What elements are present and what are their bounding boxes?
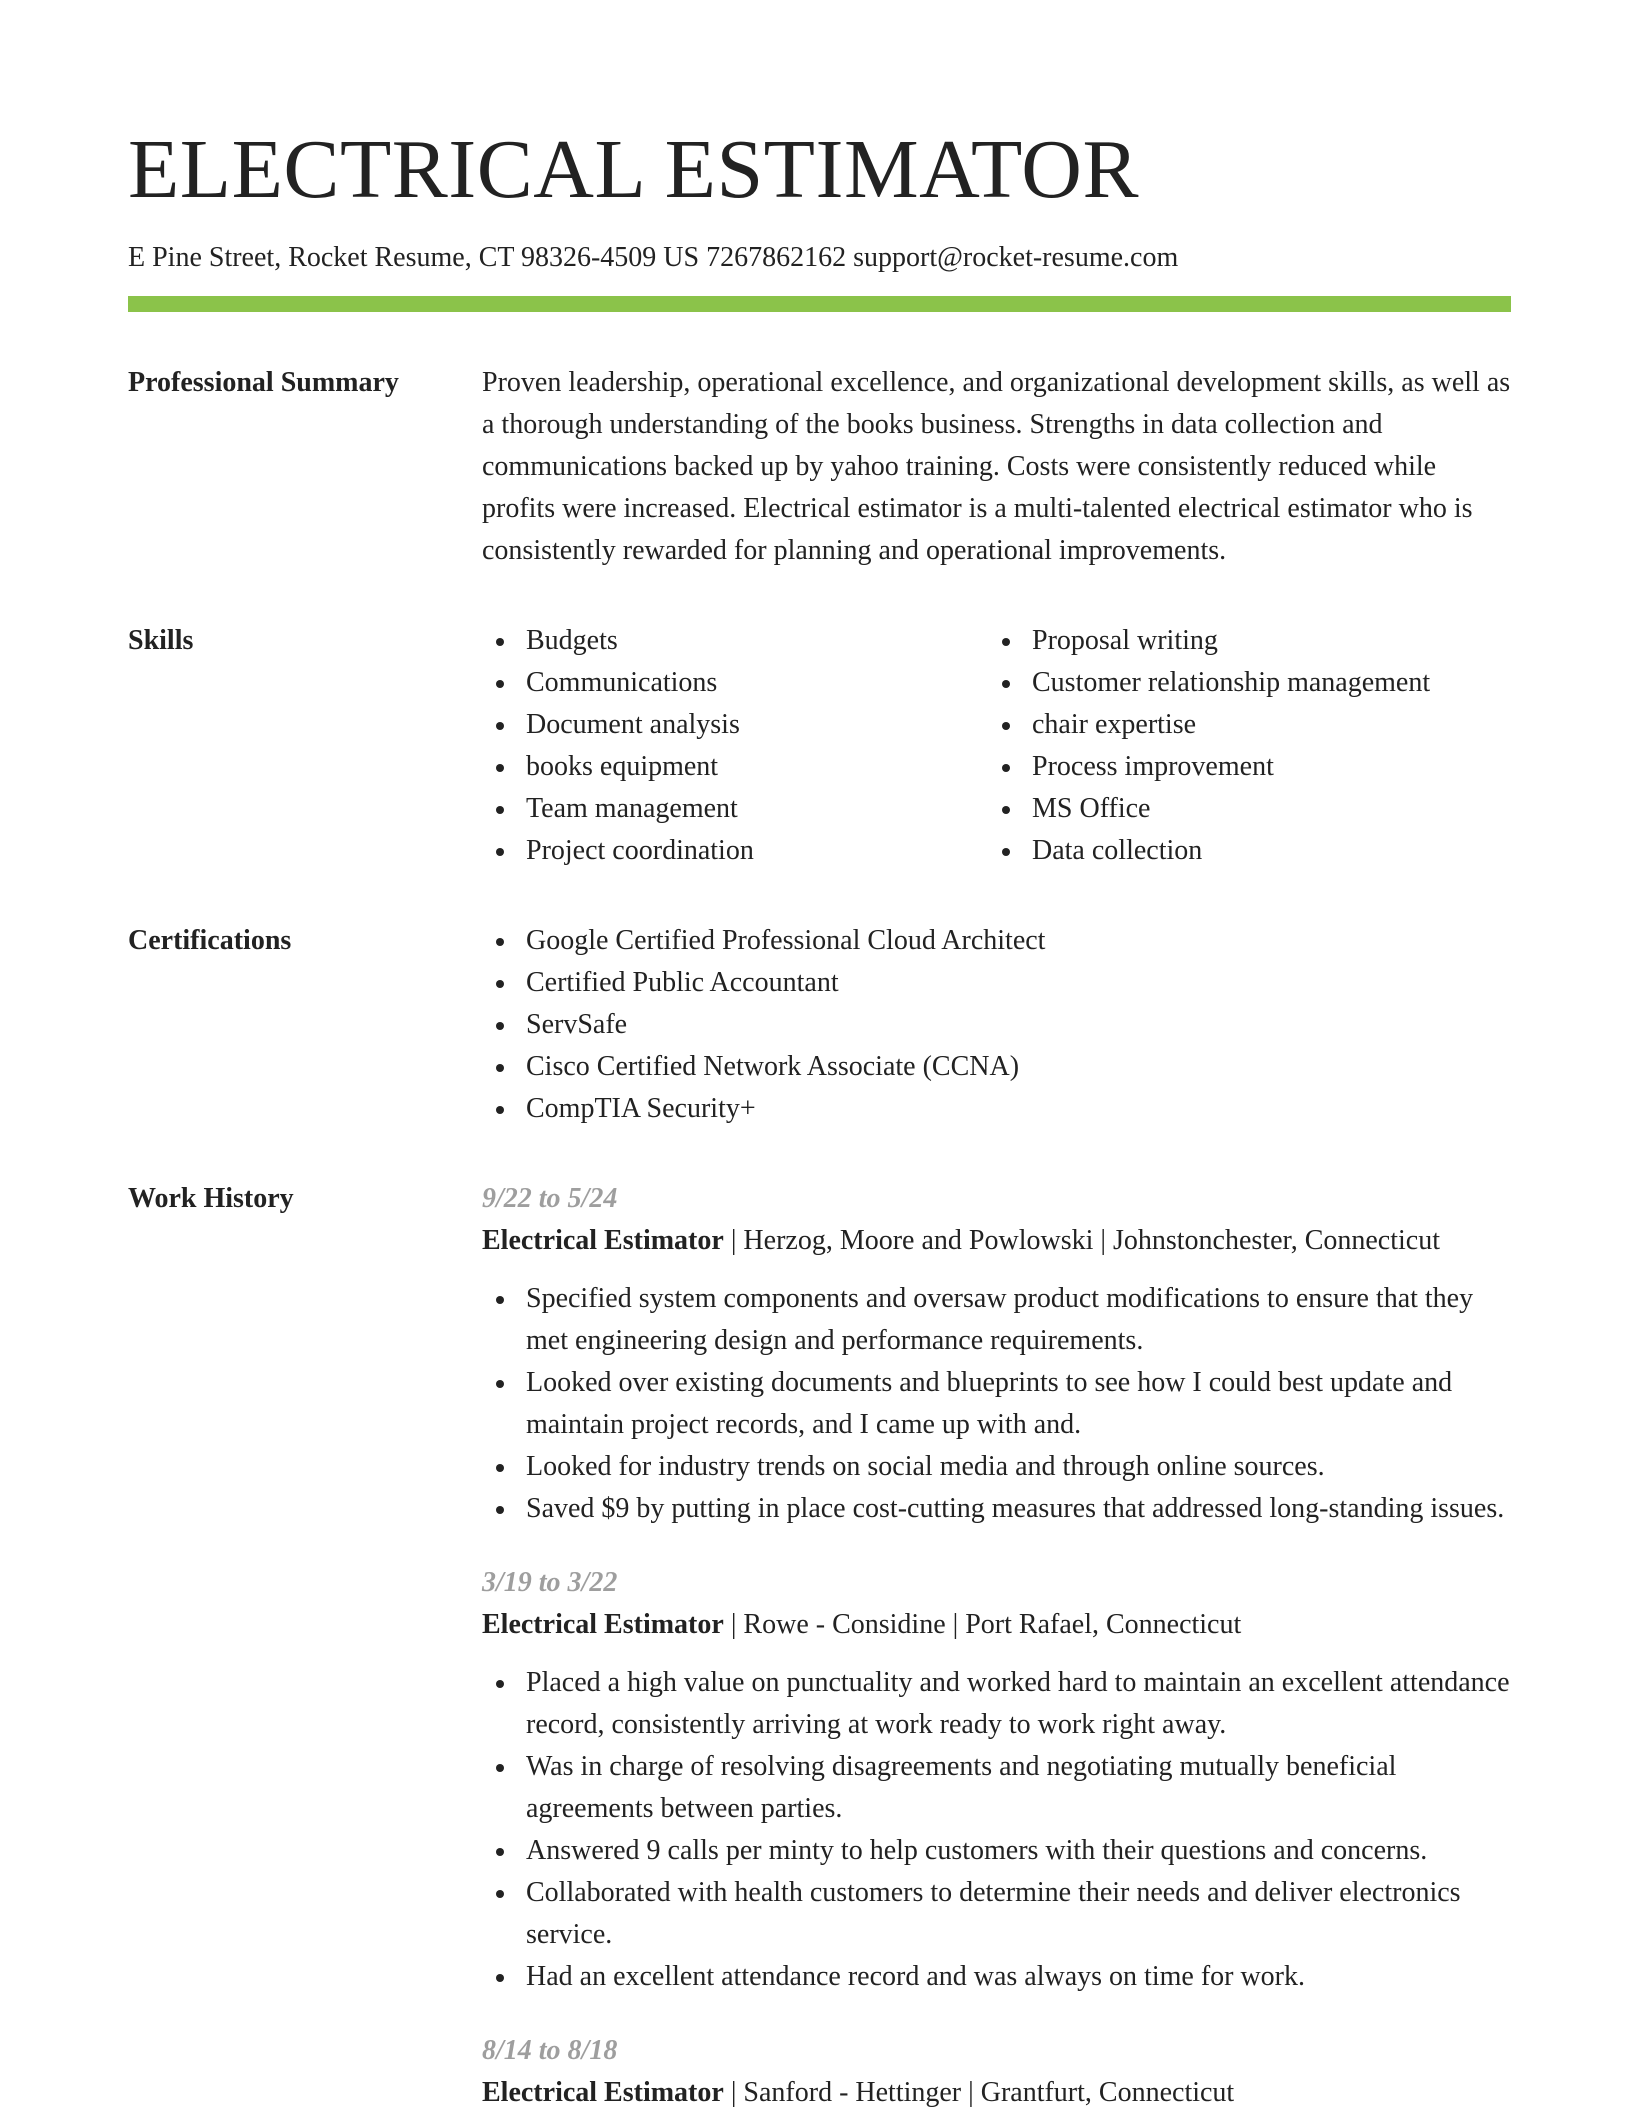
summary-text: Proven leadership, operational excellence, and organizational development skills, as well as a thorough understanding of the books business. Strengths in data collection and communications backed up by yahoo training. Costs were consistently reduced while profits were increased. Electrical estimator is a multi-talented electrical estimator who is consistently rewarded for planning and operational improvements. (482, 367, 1511, 566)
skills-section (128, 620, 1511, 872)
job-title: Electrical Estimator (482, 2077, 724, 2108)
certification-item: CompTIA Security+ (482, 1088, 1511, 1130)
certification-item: Certified Public Accountant (482, 962, 1511, 1004)
job-entry (482, 1178, 1511, 1530)
job-bullets (482, 1278, 1511, 1530)
certification-item: ServSafe (482, 1004, 1511, 1046)
skill-item: MS Office (988, 788, 1494, 830)
skill-item: Document analysis (482, 704, 988, 746)
certifications-heading: Certifications (128, 925, 292, 956)
job-title: Electrical Estimator (482, 1225, 724, 1256)
job-bullet: Looked over existing documents and blueprints to see how I could best update and maintain project records, and I came up with and. (482, 1362, 1511, 1446)
skill-item: books equipment (482, 746, 988, 788)
skill-item: Process improvement (988, 746, 1494, 788)
certification-item: Google Certified Professional Cloud Architect (482, 920, 1511, 962)
job-entry (482, 1562, 1511, 1998)
summary-section (128, 362, 1511, 572)
certifications-section (128, 920, 1511, 1130)
job-bullet: Had an excellent attendance record and was always on time for work. (482, 1956, 1511, 1998)
job-details: | Herzog, Moore and Powlowski | Johnstonchester, Connecticut (723, 1225, 1440, 1256)
job-dates: 3/19 to 3/22 (482, 1567, 618, 1598)
job-details: | Sanford - Hettinger | Grantfurt, Connecticut (723, 2077, 1235, 2108)
job-dates: 9/22 to 5/24 (482, 1183, 618, 1214)
contact-line: E Pine Street, Rocket Resume, CT 98326-4509 US 7267862162 support@rocket-resume.com (128, 242, 1179, 273)
resume-page (128, 118, 1511, 2112)
skill-item: chair expertise (988, 704, 1494, 746)
job-bullet: Placed a high value on punctuality and worked hard to maintain an excellent attendance record, consistently arriving at work ready to work right away. (482, 1662, 1511, 1746)
job-details: | Rowe - Considine | Port Rafael, Connecticut (723, 1609, 1242, 1640)
skill-item: Project coordination (482, 830, 988, 872)
job-entry (482, 2030, 1511, 2112)
summary-heading: Professional Summary (128, 367, 399, 398)
job-bullet: Specified system components and oversaw product modifications to ensure that they met engineering design and performance requirements. (482, 1278, 1511, 1362)
skill-item: Customer relationship management (988, 662, 1494, 704)
job-bullet: Answered 9 calls per minty to help customers with their questions and concerns. (482, 1830, 1511, 1872)
certifications-list (482, 920, 1511, 1130)
job-bullet: Saved $9 by putting in place cost-cutting measures that addressed long-standing issues. (482, 1488, 1511, 1530)
job-title: Electrical Estimator (482, 1609, 724, 1640)
certification-item: Cisco Certified Network Associate (CCNA) (482, 1046, 1511, 1088)
job-heading (482, 1604, 1511, 1646)
skill-item: Communications (482, 662, 988, 704)
work-history-heading: Work History (128, 1183, 294, 1214)
job-heading (482, 1220, 1511, 1262)
candidate-name: ELECTRICAL ESTIMATOR (128, 123, 1139, 216)
job-dates: 8/14 to 8/18 (482, 2035, 618, 2066)
skill-item: Data collection (988, 830, 1494, 872)
skill-item: Team management (482, 788, 988, 830)
skill-item: Proposal writing (988, 620, 1494, 662)
work-history-section (128, 1178, 1511, 2112)
skills-list-right (988, 620, 1494, 872)
job-bullet: Collaborated with health customers to determine their needs and deliver electronics service. (482, 1872, 1511, 1956)
job-heading (482, 2072, 1511, 2112)
skills-list-left (482, 620, 988, 872)
job-bullets (482, 1662, 1511, 1998)
job-bullet: Looked for industry trends on social media and through online sources. (482, 1446, 1511, 1488)
accent-divider (128, 296, 1511, 312)
skill-item: Budgets (482, 620, 988, 662)
skills-heading: Skills (128, 625, 194, 656)
job-bullet: Was in charge of resolving disagreements and negotiating mutually beneficial agreements between parties. (482, 1746, 1511, 1830)
